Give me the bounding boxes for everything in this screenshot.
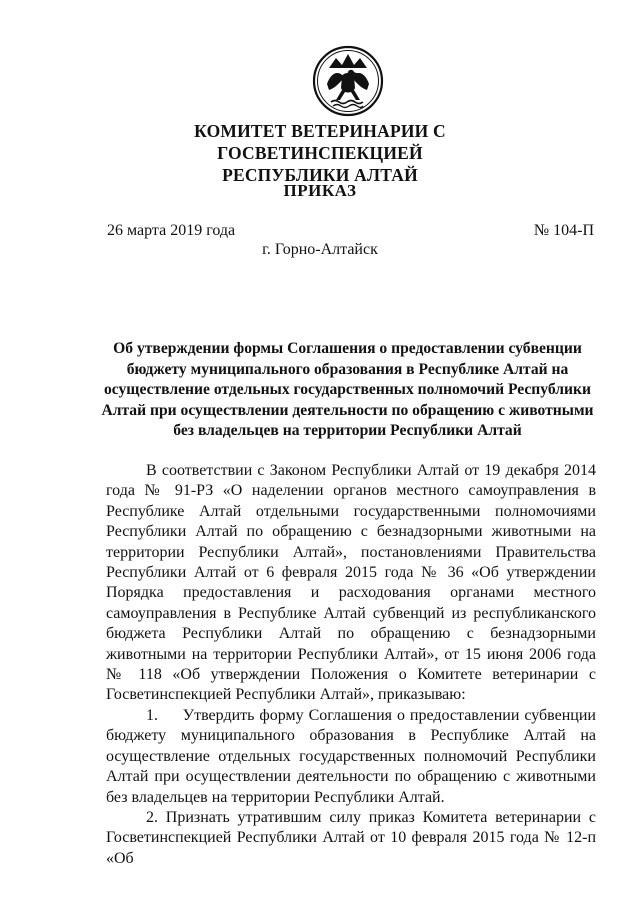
body-preamble: В соответствии с Законом Республики Алтай от 19 декабря 2014 года № 91-РЗ «О наделении органов местного самоуправления в Республике Алтай отдельными государственными полномочиями Республики Алтай по обращению с безнадзорными животными на территории Республики Алтай», постановлениями Правительства Республики Алтай от 6 февраля 2015 года № 36 «Об утверждении Порядка предоставления и расходования органами местного самоуправления в Республике Алтай субвенций из республиканского бюджета Республики Алтай по обращению с безнадзорными животными на территории Республики Алтай», от 15 июня 2006 года № 118 «Об утверждении Положения о Комитете ветеринарии с Госветинспекцией Республики Алтай», приказываю: [106,462,596,704]
document-body [106,461,596,869]
body-item-1: 1. Утвердить форму Соглашения о предоставлении субвенции бюджету муниципального образования в Республике Алтай на осуществление отдельных государственных полномочий Республики Алтай при осуществлении деятельности по обращению с животными без владельцев на территории Республики Алтай. [106,706,596,806]
organization-title-line2: РЕСПУБЛИКИ АЛТАЙ [222,165,418,185]
organization-title-line1: КОМИТЕТ ВЕТЕРИНАРИИ С ГОСВЕТИНСПЕКЦИЕЙ [194,121,446,163]
document-type-title: ПРИКАЗ [283,181,357,200]
coat-of-arms-emblem [311,44,385,118]
document-city: г. Горно-Алтайск [262,241,378,258]
body-item-2: 2. Признать утратившим силу приказ Комитета ветеринарии с Госветинспекцией Республики Алтай от 10 февраля 2015 года № 12-п «Об [106,808,596,867]
organization-title [100,120,540,186]
document-number: № 104-П [533,222,594,239]
document-subject: Об утверждении формы Соглашения о предоставлении субвенции бюджету муниципального образования в Республике Алтай на осуществление отдельных государственных полномочий Республики Алтай при осуществлении деятельности по обращению с животными без владельцев на территории Республики Алтай [101,340,594,440]
document-date: 26 марта 2019 года [107,222,236,239]
